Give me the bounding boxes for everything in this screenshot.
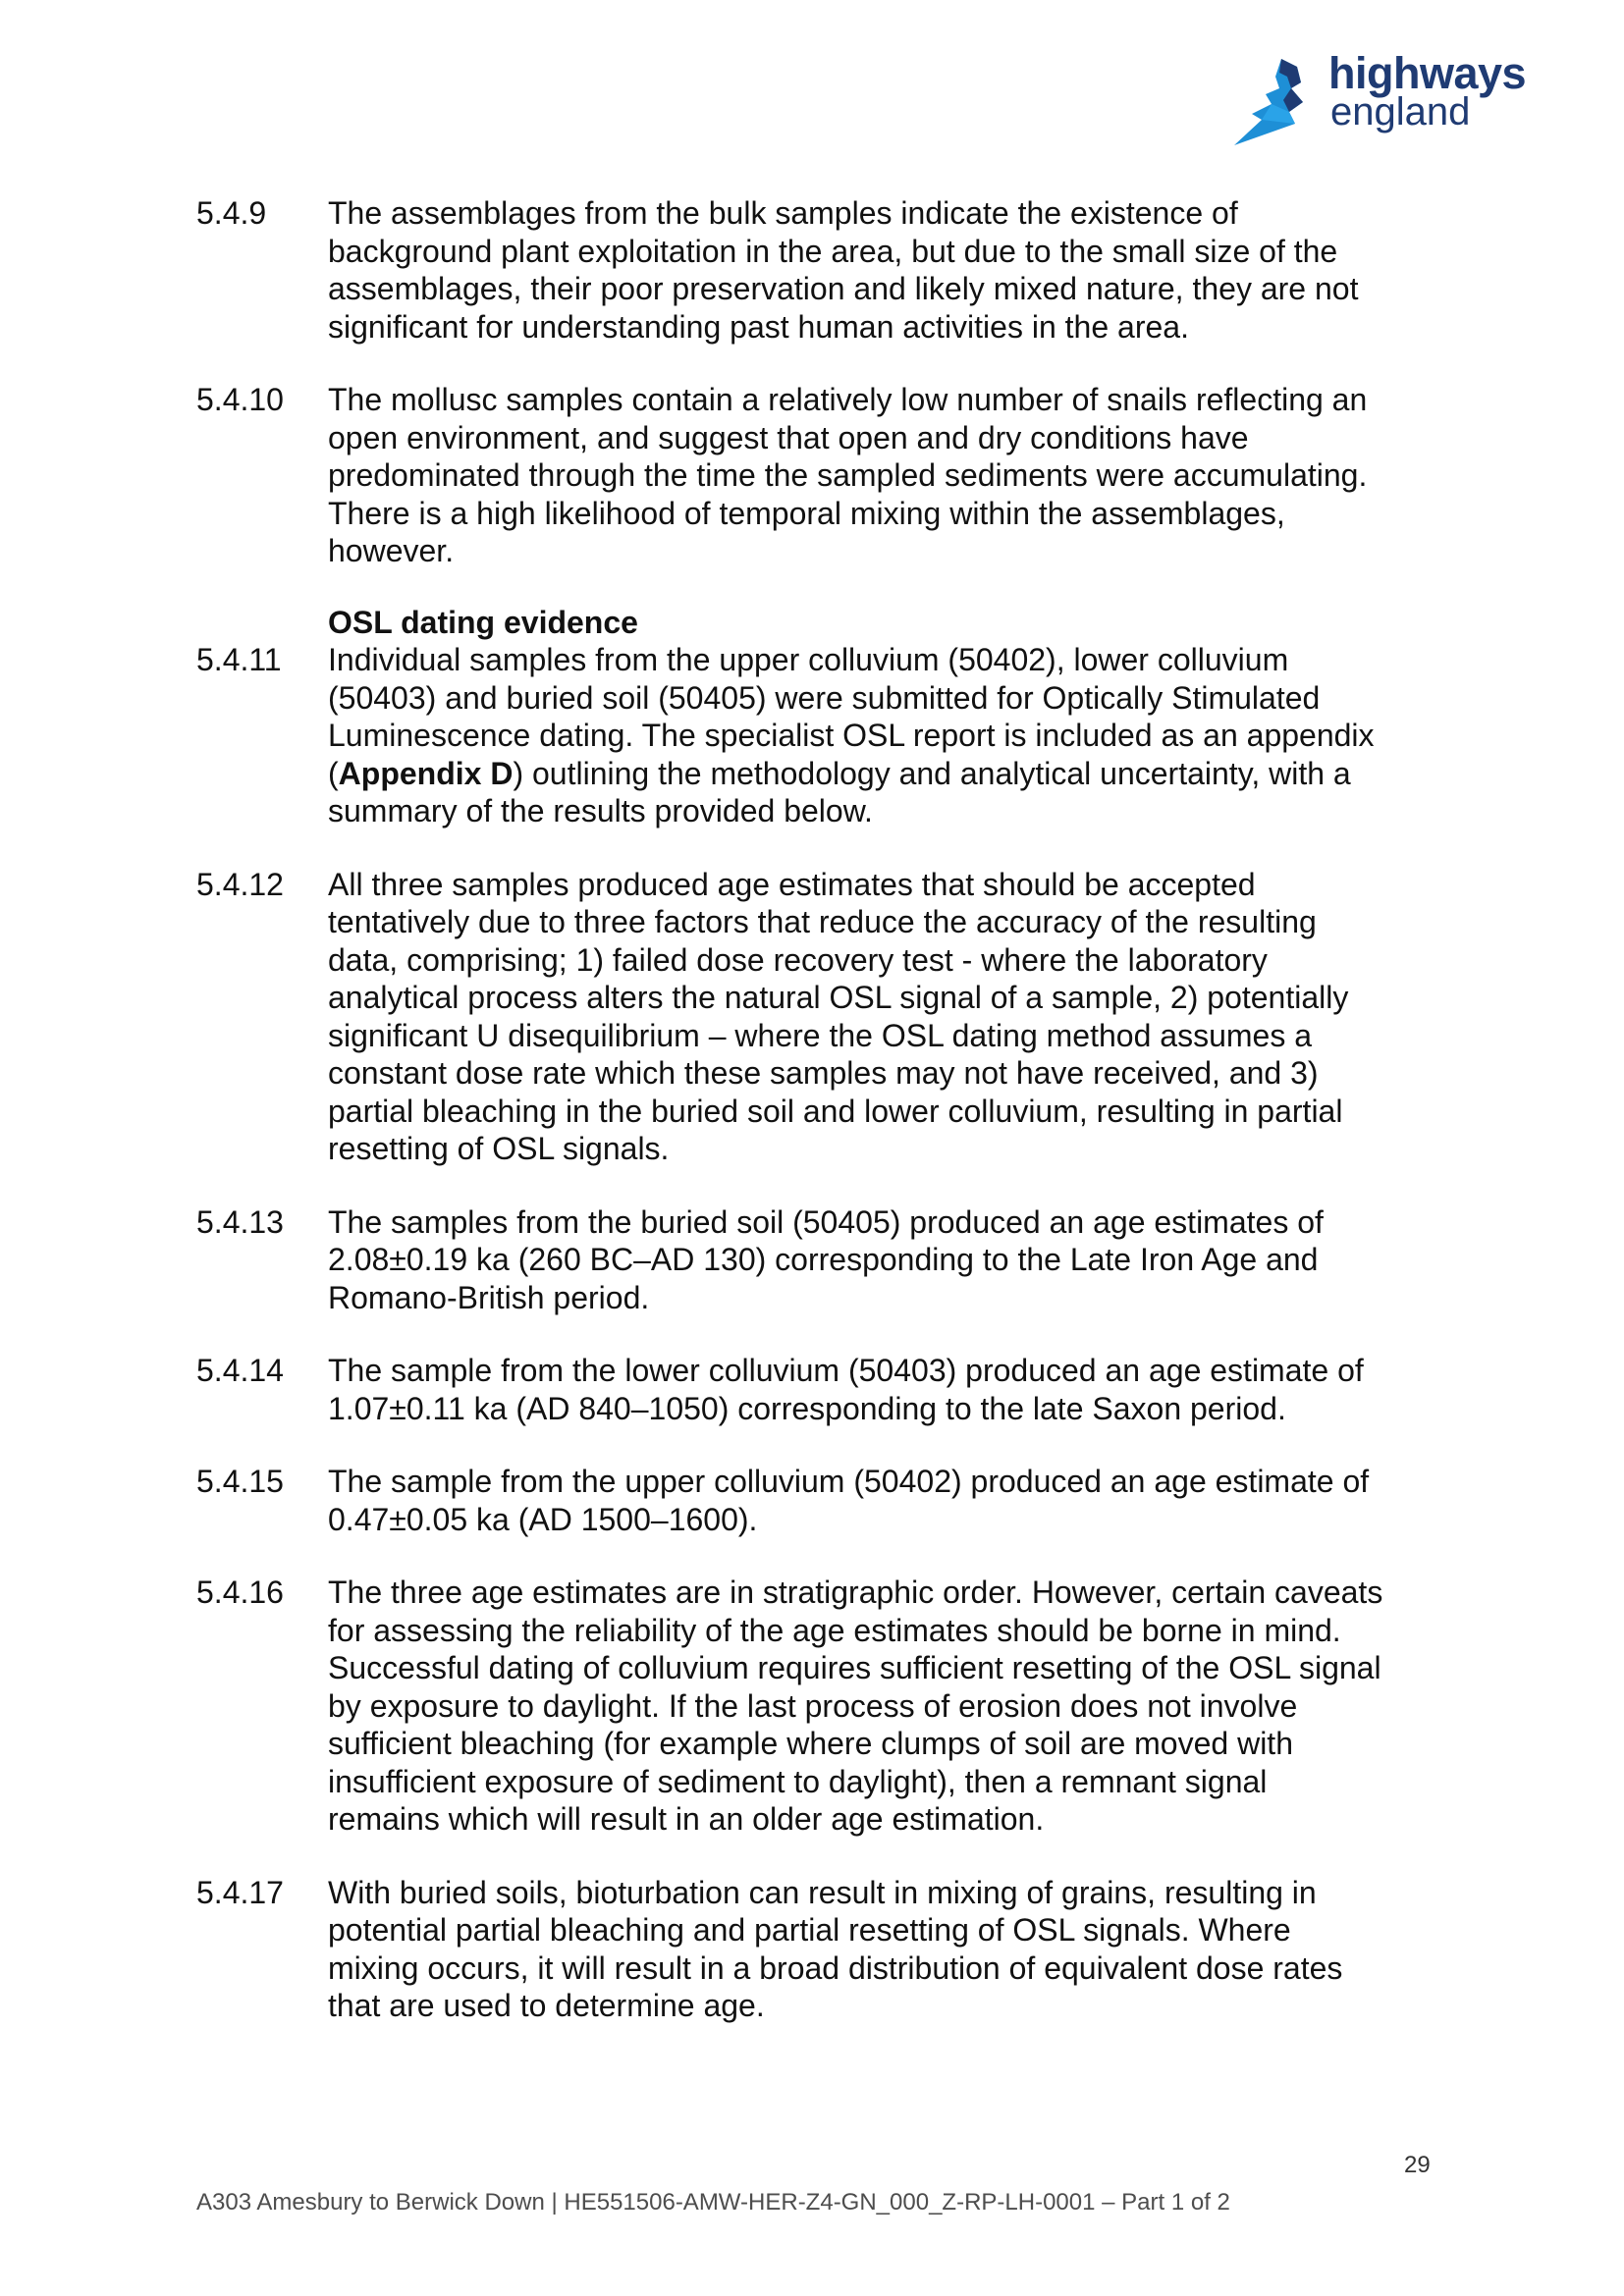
paragraph-5-4-13 xyxy=(196,1203,1463,1317)
paragraph-text: The sample from the lower colluvium (50403) produced an age estimate of 1.07±0.11 ka (AD 840–1050) corresponding to the late Saxon period. xyxy=(328,1353,1364,1426)
appendix-reference: Appendix D xyxy=(338,755,514,791)
paragraph-text: The three age estimates are in stratigraphic order. However, certain caveats for assessing the reliability of the age estimates should be borne in mind. Successful dating of colluvium requires sufficient resetting of the OSL signal by exposure to daylight. If the last process of erosion does not involve sufficient bleaching (for example where clumps of soil are moved with insufficient exposure of sediment to daylight), then a remnant signal remains which will result in an older age estimation. xyxy=(328,1575,1383,1837)
logo-text-england: england xyxy=(1330,90,1471,133)
page-number: 29 xyxy=(1404,2152,1431,2178)
paragraph-number: 5.4.10 xyxy=(196,382,284,417)
paragraph-text: The mollusc samples contain a relatively low number of snails reflecting an open environment, and suggest that open and dry conditions have predominated through the time the sampled sediments were accumulating. There is a high likelihood of temporal mixing within the assemblages, however. xyxy=(328,382,1368,568)
highways-england-logo-icon xyxy=(1232,55,1326,145)
paragraph-5-4-16 xyxy=(196,1574,1463,1839)
document-body xyxy=(196,194,1463,2060)
paragraph-number: 5.4.13 xyxy=(196,1203,284,1240)
highways-england-logo xyxy=(1232,48,1537,145)
paragraph-text-part: ) outlining the methodology and analytical uncertainty, with a summary of the results provided below. xyxy=(328,755,1351,828)
paragraph-number: 5.4.16 xyxy=(196,1575,284,1610)
paragraph-number: 5.4.12 xyxy=(196,866,284,902)
paragraph-text: The samples from the buried soil (50405) produced an age estimates of 2.08±0.19 ka (260 BC–AD 130) corresponding to the Late Iron Age and Romano-British period. xyxy=(328,1203,1324,1315)
paragraph-text-part: Individual samples from the upper colluvium (50402), lower colluvium (50403) and buried soil (50405) were submitted for Optically Stimulated Luminescence dating. The specialist OSL report is included as an appendix ( xyxy=(328,642,1375,791)
paragraph-text: The sample from the upper colluvium (50402) produced an age estimate of 0.47±0.05 ka (AD 1500–1600). xyxy=(328,1464,1370,1537)
section-heading: OSL dating evidence xyxy=(328,604,638,640)
paragraph-number: 5.4.17 xyxy=(196,1874,284,1910)
paragraph-text: With buried soils, bioturbation can result in mixing of grains, resulting in potential partial bleaching and partial resetting of OSL signals. Where mixing occurs, it will result in a broad distribution of equivalent dose rates that are used to determine age. xyxy=(328,1874,1343,2023)
logo-text-highways: highways xyxy=(1328,48,1527,98)
paragraph-text xyxy=(328,641,1463,830)
paragraph-number: 5.4.9 xyxy=(196,195,267,231)
paragraph-5-4-10 xyxy=(196,381,1463,570)
paragraph-5-4-15 xyxy=(196,1463,1463,1538)
paragraph-text: All three samples produced age estimates that should be accepted tentatively due to three factors that reduce the accuracy of the resulting data, comprising; 1) failed dose recovery test - where the laboratory analytical process alters the natural OSL signal of a sample, 2) potentially significant U disequilibrium – where the OSL dating method assumes a constant dose rate which these samples may not have received, and 3) partial bleaching in the buried soil and lower colluvium, resulting in partial resetting of OSL signals. xyxy=(328,866,1349,1166)
paragraph-number: 5.4.11 xyxy=(196,642,282,677)
paragraph-5-4-12 xyxy=(196,866,1463,1168)
document-footer: A303 Amesbury to Berwick Down | HE551506-AMW-HER-Z4-GN_000_Z-RP-LH-0001 – Part 1 of 2 xyxy=(196,2189,1230,2216)
paragraph-5-4-17 xyxy=(196,1874,1463,2025)
paragraph-5-4-11 xyxy=(196,641,1463,830)
paragraph-5-4-14 xyxy=(196,1352,1463,1427)
paragraph-number: 5.4.15 xyxy=(196,1464,284,1499)
paragraph-text: The assemblages from the bulk samples indicate the existence of background plant exploitation in the area, but due to the small size of the assemblages, their poor preservation and likely mixed nature, they are not significant for understanding past human activities in the area. xyxy=(328,195,1359,345)
paragraph-number: 5.4.14 xyxy=(196,1353,284,1388)
paragraph-5-4-9 xyxy=(196,194,1463,346)
